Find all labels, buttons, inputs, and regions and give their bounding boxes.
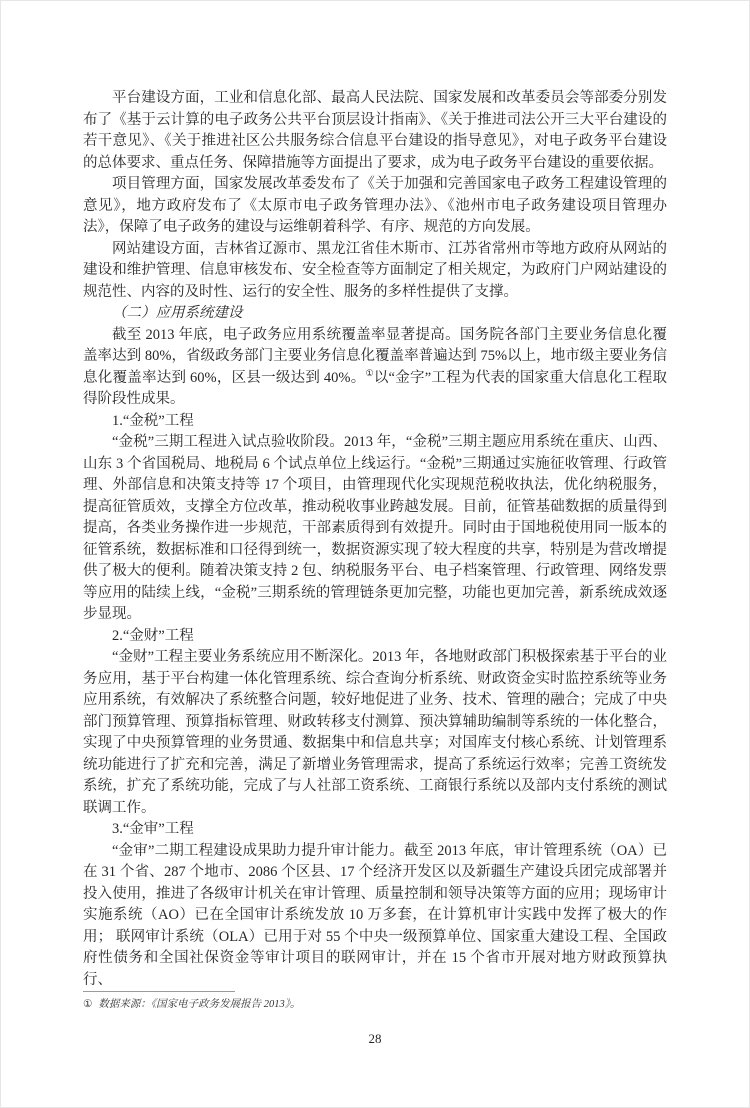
paragraph-coverage-text-after: 以“金字”工程为代表的国家重大信息化工程取得阶段性成果。	[83, 369, 668, 407]
page-number: 28	[368, 1031, 382, 1046]
paragraph-golden-finance: “金财”工程主要业务系统应用不断深化。2013 年，各地财政部门积极探索基于平台的业务应用，基于平台构建一体化管理系统、综合查询分析系统、财政资金实时监控系统等业务应用系统，有效解决了系统整合问题，较好地促进了业务、技术、管理的融合；完成了中央部门预算管理、预算指标管理、财政转移支付测算、预决算辅助编制等系统的一体化整合，实现了中央预算管理的业务贯通、数据集中和信息共享；对国库支付核心系统、计划管理系统功能进行了扩充和完善，满足了新增业务管理需求，提高了系统运行效率；完善工资统发系统，扩充了系统功能，完成了与人社部工资系统、工商银行系统以及部内支付系统的测试联调工作。	[83, 649, 667, 816]
paragraph-coverage-rates	[83, 325, 667, 411]
paragraph-website-construction: 网站建设方面，吉林省辽源市、黑龙江省佳木斯市、江苏省常州市等地方政府从网站的建设和维护管理、信息审核发布、安全检查等方面制定了相关规定，为政府门户网站建设的规范性、内容的及时性、运行的安全性、服务的多样性提供了支撑。	[83, 240, 667, 300]
sub-heading-golden-tax: 1.“金税”工程	[112, 412, 194, 429]
footnote-marker: ①	[83, 999, 93, 1010]
sub-heading-golden-finance: 2.“金财”工程	[112, 627, 194, 644]
paragraph-platform-construction: 平台建设方面，工业和信息化部、最高人民法院、国家发展和改革委员会等部委分别发布了《基于云计算的电子政务公共平台顶层设计指南》、《关于推进司法公开三大平台建设的若干意见》、《关于推进社区公共服务综合信息平台建设的指导意见》，对电子政务平台建设的总体要求、重点任务、保障措施等方面提出了要求，成为电子政务平台建设的重要依据。	[83, 90, 667, 171]
paragraph-project-management: 项目管理方面，国家发展改革委发布了《关于加强和完善国家电子政务工程建设管理的意见》，地方政府发布了《太原市电子政务管理办法》、《池州市电子政务建设项目管理办法》，保障了电子政务的建设与运维朝着科学、有序、规范的方向发展。	[83, 176, 667, 235]
paragraph-coverage-text-before: 截至 2013 年底，电子政务应用系统覆盖率显著提高。国务院各部门主要业务信息化覆盖率达到 80%，省级政务部门主要业务信息化覆盖率普遍达到 75%以上，地市级主要业务信息化覆盖率达到 60%，区县一级达到 40%。	[83, 326, 667, 386]
footnote-source: 数据来源：《国家电子政务发展报告 2013》。	[98, 999, 301, 1010]
paragraph-golden-tax: “金税”三期工程进入试点验收阶段。2013 年，“金税”三期主题应用系统在重庆、山西、山东 3 个省国税局、地税局 6 个试点单位上线运行。“金税”三期通过实施征收管理、行政管理、外部信息和决策支持等 17 个项目，由管理现代化实现规范税收执法，优化纳税服务，提高征管质效，支撑全方位改革，推动税收事业跨越发展。目前，征管基础数据的质量得到提高，各类业务操作进一步规范，干部素质得到有效提升。同时由于国地税使用同一版本的征管系统，数据标准和口径得到统一，数据资源实现了较大程度的共享，特别是为营改增提供了极大的便利。随着决策支持 2 包、纳税服务平台、电子档案管理、行政管理、网络发票等应用的陆续上线，“金税”三期系统的管理链条更加完整，功能也更加完善，新系统成效逐步显现。	[83, 434, 667, 622]
sub-heading-golden-audit: 3.“金审”工程	[112, 821, 194, 837]
footnote-text	[83, 997, 669, 1012]
footnote-reference-mark: ①	[365, 367, 374, 378]
paragraph-golden-audit: “金审”二期工程建设成果助力提升审计能力。截至 2013 年底，审计管理系统（OA）已在 31 个省、287 个地市、2086 个区县、17 个经济开发区以及新疆生产建设兵团完成部署并投入使用，推进了各级审计机关在审计管理、质量控制和领导决策等方面的应用；现场审计实施系统（AO）已在全国审计系统发放 10 万多套，在计算机审计实践中发挥了极大的作用； 联网审计系统（OLA）已用于对 55 个中央一级预算单位、国家重大建设工程、全国政府性债务和全国社保资金等审计项目的联网审计，并在 15 个省市开展对地方财政预算执行、	[83, 842, 667, 988]
footnote-separator	[83, 991, 235, 992]
document-body	[83, 88, 667, 991]
footnote-block	[83, 991, 669, 1012]
section-heading-application-systems: （二）应用系统建设	[112, 305, 243, 321]
